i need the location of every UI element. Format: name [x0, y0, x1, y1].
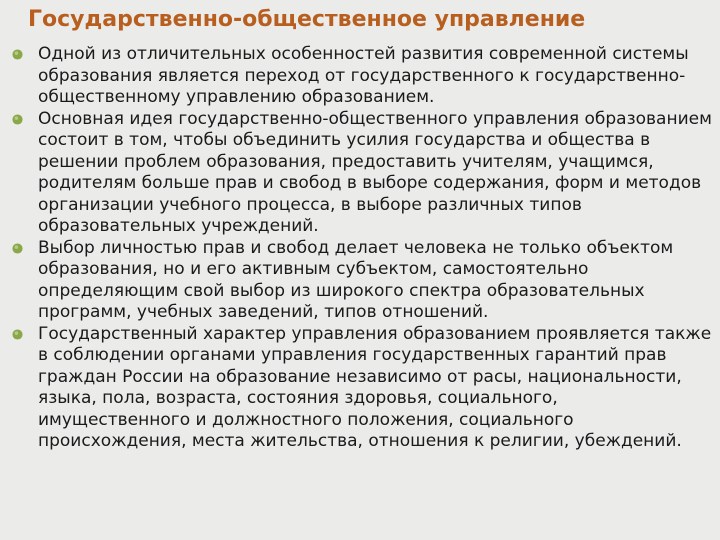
bullet-dot-icon: [12, 114, 23, 125]
slide-title: Государственно-общественное управление: [28, 7, 586, 32]
bullet-list: [12, 44, 712, 453]
bullet-item: [12, 324, 712, 453]
bullet-text: Одной из отличительных особенностей развития современной системы образования является переход от государственного к государственно-общественному управлению образованием.: [38, 44, 689, 107]
bullet-text: Выбор личностью прав и свобод делает человека не только объектом образования, но и его активным субъектом, самостоятельно определяющим свой выбор из широкого спектра образовательных программ, учебных заведений, типов отношений.: [38, 237, 674, 322]
bullet-dot-icon: [12, 49, 23, 60]
bullet-text: Государственный характер управления образованием проявляется также в соблюдении органами управления государственных гарантий прав граждан России на образование независимо от расы, национальности, языка, пола, возраста, состояния здоровья, социального, имущественного и должностного положения, социального происхождения, места жительства, отношения к религии, убеждений.: [38, 323, 712, 451]
bullet-text: Основная идея государственно-общественного управления образованием состоит в том, чтобы объединить усилия государства и общества в решении проблем образования, предоставить учителям, учащимся, родителям больше прав и свобод в выборе содержания, форм и методов организации учебного процесса, в выборе различных типов образовательных учреждений.: [38, 108, 712, 236]
bullet-dot-icon: [12, 243, 23, 254]
bullet-item: [12, 44, 712, 109]
bullet-item: [12, 238, 712, 324]
bullet-item: [12, 109, 712, 238]
bullet-dot-icon: [12, 329, 23, 340]
